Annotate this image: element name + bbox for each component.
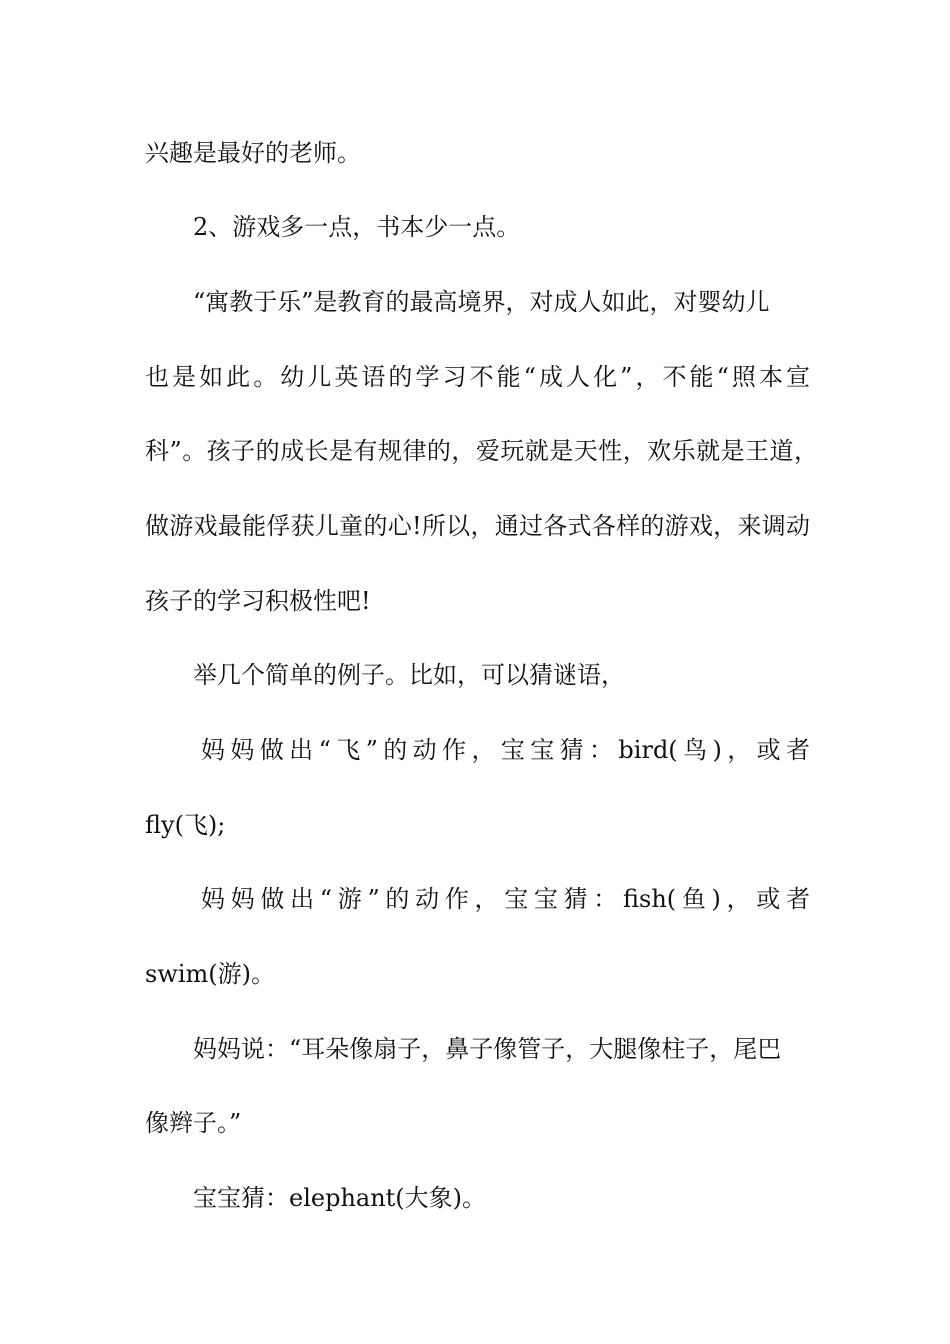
paragraph-line: 像辫子。”	[145, 1109, 242, 1137]
paragraph-line: 妈妈做出“游”的动作，宝宝猜：fish(鱼)，或者	[201, 885, 810, 913]
paragraph-line: 做游戏最能俘获儿童的心!所以，通过各式各样的游戏，来调动	[145, 512, 810, 540]
paragraph-line: 兴趣是最好的老师。	[145, 139, 361, 167]
paragraph-line: 妈妈说：“耳朵像扇子，鼻子像管子，大腿像柱子，尾巴	[193, 1035, 782, 1063]
paragraph-line: 举几个简单的例子。比如，可以猜谜语，	[193, 661, 625, 689]
paragraph-line: 妈妈做出“飞”的动作，宝宝猜：bird(鸟)，或者	[201, 736, 810, 764]
paragraph-line: 宝宝猜：elephant(大象)。	[193, 1184, 487, 1212]
section-heading: 2、游戏多一点，书本少一点。	[193, 213, 521, 241]
paragraph-line: swim(游)。	[145, 960, 276, 988]
paragraph-line: 孩子的学习积极性吧!	[145, 587, 371, 615]
paragraph-line: 也是如此。幼儿英语的学习不能“成人化”，不能“照本宣	[145, 363, 810, 391]
paragraph-line: “寓教于乐”是教育的最高境界，对成人如此，对婴幼儿	[193, 288, 770, 316]
paragraph-line: 科”。孩子的成长是有规律的，爱玩就是天性，欢乐就是王道，	[145, 437, 818, 465]
paragraph-line: fly(飞);	[145, 811, 226, 839]
